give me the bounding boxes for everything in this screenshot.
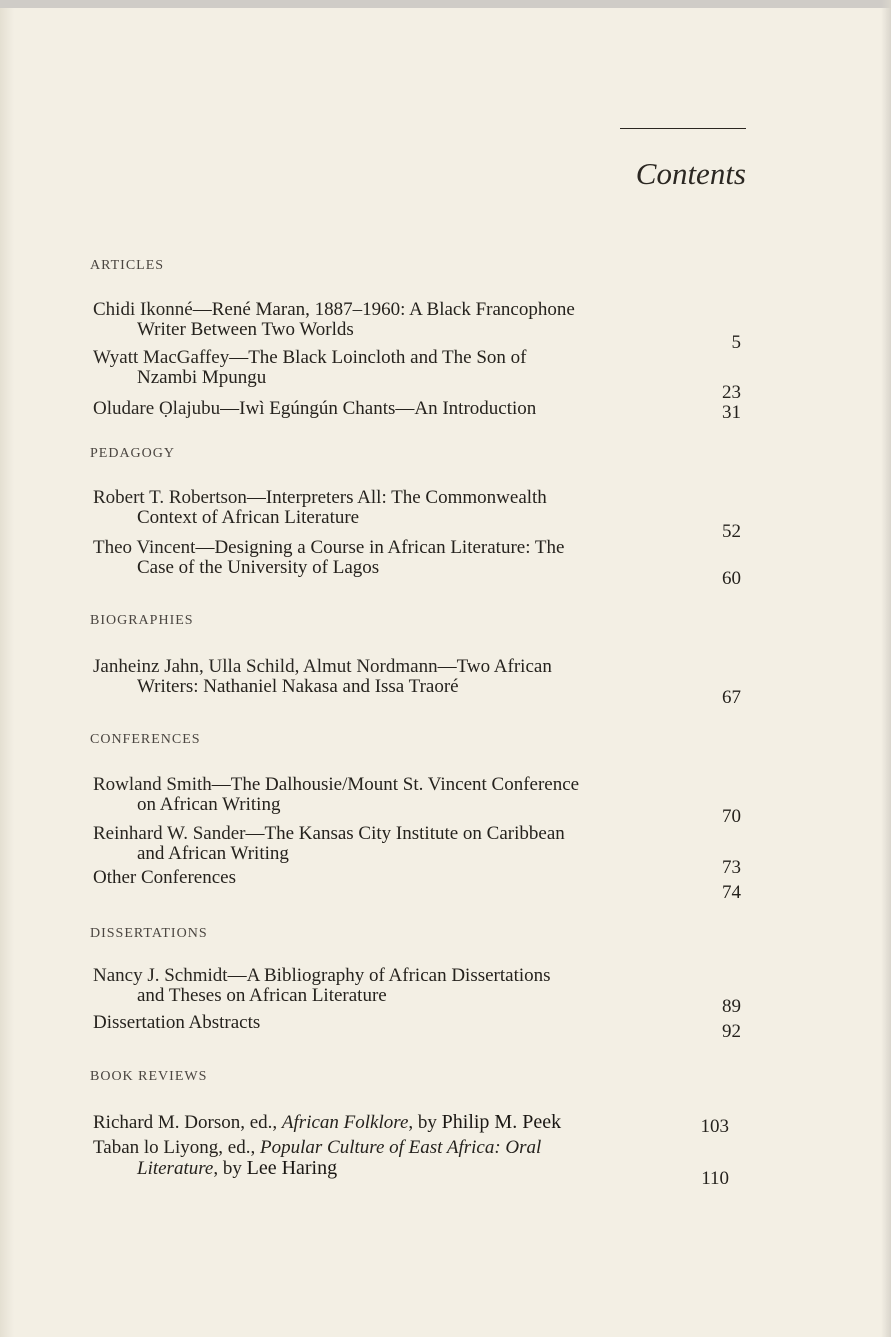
section-label-pedagogy: PEDAGOGY (90, 446, 175, 461)
entry-title-continued: Case of the University of Lagos (137, 557, 380, 578)
review-editor: Richard M. Dorson, ed., (93, 1112, 282, 1133)
page-left-shade (0, 8, 14, 1337)
entry-author: Theo Vincent (93, 537, 196, 558)
entry-page-number: 89 (722, 996, 741, 1017)
entry-title-continued: Context of African Literature (137, 507, 360, 528)
review-book-title-continued: Literature (137, 1158, 214, 1179)
toc-entry[interactable] (93, 775, 693, 815)
review-by: , by (213, 1158, 247, 1179)
entry-title-continued: Writers: Nathaniel Nakasa and Issa Traoré (137, 676, 459, 697)
toc-entry[interactable] (93, 538, 693, 578)
entry-author: Robert T. Robertson (93, 487, 247, 508)
review-reviewer: Philip M. Peek (441, 1111, 562, 1133)
review-editor: Taban lo Liyong, ed., (93, 1137, 260, 1158)
entry-title-continued: and African Writing (137, 843, 289, 864)
section-label-dissertations: DISSERTATIONS (90, 926, 208, 941)
entry-page-number: 73 (722, 857, 741, 878)
entry-page-number: 103 (700, 1116, 729, 1137)
entry-author: Rowland Smith (93, 774, 212, 795)
entry-title-continued: and Theses on African Literature (137, 985, 387, 1006)
toc-entry[interactable] (93, 1013, 693, 1033)
review-reviewer: Lee Haring (246, 1157, 338, 1179)
section-label-book-reviews: BOOK REVIEWS (90, 1069, 208, 1084)
entry-page-number: 31 (722, 402, 741, 423)
entry-author: Oludare Ọlajubu (93, 398, 221, 419)
entry-author: Chidi Ikonné (93, 299, 193, 320)
entry-author: Reinhard W. Sander (93, 823, 246, 844)
entry-title: —The Dalhousie/Mount St. Vincent Conference (211, 774, 580, 795)
entry-author: Nancy J. Schmidt (93, 965, 228, 986)
toc-entry[interactable] (93, 488, 693, 528)
entry-title: —The Black Loincloth and The Son of (229, 347, 527, 368)
toc-entry[interactable] (93, 300, 693, 340)
entry-page-number: 110 (701, 1168, 729, 1189)
page-title: Contents (635, 156, 746, 191)
page-right-edge (881, 0, 891, 1337)
section-label-biographies: BIOGRAPHIES (90, 613, 194, 628)
page-top-edge (0, 0, 891, 8)
entry-title: —Interpreters All: The Commonwealth (246, 487, 547, 508)
entry-author: Janheinz Jahn, Ulla Schild, Almut Nordmann (93, 656, 438, 677)
entry-title: Other Conferences (93, 867, 236, 888)
toc-entry[interactable] (93, 399, 693, 419)
entry-title: —Two African (437, 656, 552, 677)
entry-page-number: 52 (722, 521, 741, 542)
entry-title: —A Bibliography of African Dissertations (227, 965, 551, 986)
toc-entry[interactable] (93, 657, 693, 697)
section-label-articles: ARTICLES (90, 258, 165, 273)
entry-title: —The Kansas City Institute on Caribbean (245, 823, 565, 844)
entry-title: Dissertation Abstracts (93, 1012, 261, 1033)
entry-title-continued: on African Writing (137, 794, 281, 815)
entry-page-number: 60 (722, 568, 741, 589)
entry-page-number: 5 (731, 332, 741, 353)
entry-title: —René Maran, 1887–1960: A Black Francophone (192, 299, 575, 320)
toc-entry-review[interactable] (93, 1112, 693, 1133)
toc-entry[interactable] (93, 824, 693, 864)
review-book-title: Popular Culture of East Africa: Oral (260, 1137, 542, 1158)
entry-page-number: 23 (722, 382, 741, 403)
entry-title-continued: Writer Between Two Worlds (137, 319, 354, 340)
entry-page-number: 70 (722, 806, 741, 827)
review-book-title: African Folklore (281, 1112, 409, 1133)
entry-title: —Iwì Egúngún Chants—An Introduction (220, 398, 537, 419)
toc-entry[interactable] (93, 966, 693, 1006)
section-label-conferences: CONFERENCES (90, 732, 201, 747)
entry-page-number: 74 (722, 882, 741, 903)
review-by: , by (408, 1112, 442, 1133)
entry-page-number: 67 (722, 687, 741, 708)
entry-title-continued: Nzambi Mpungu (137, 367, 267, 388)
entry-title: —Designing a Course in African Literature: The (195, 537, 565, 558)
toc-entry-review[interactable] (93, 1138, 693, 1179)
toc-entry[interactable] (93, 868, 693, 888)
entry-page-number: 92 (722, 1021, 741, 1042)
title-rule (620, 128, 746, 129)
toc-entry[interactable] (93, 348, 693, 388)
entry-author: Wyatt MacGaffey (93, 347, 230, 368)
